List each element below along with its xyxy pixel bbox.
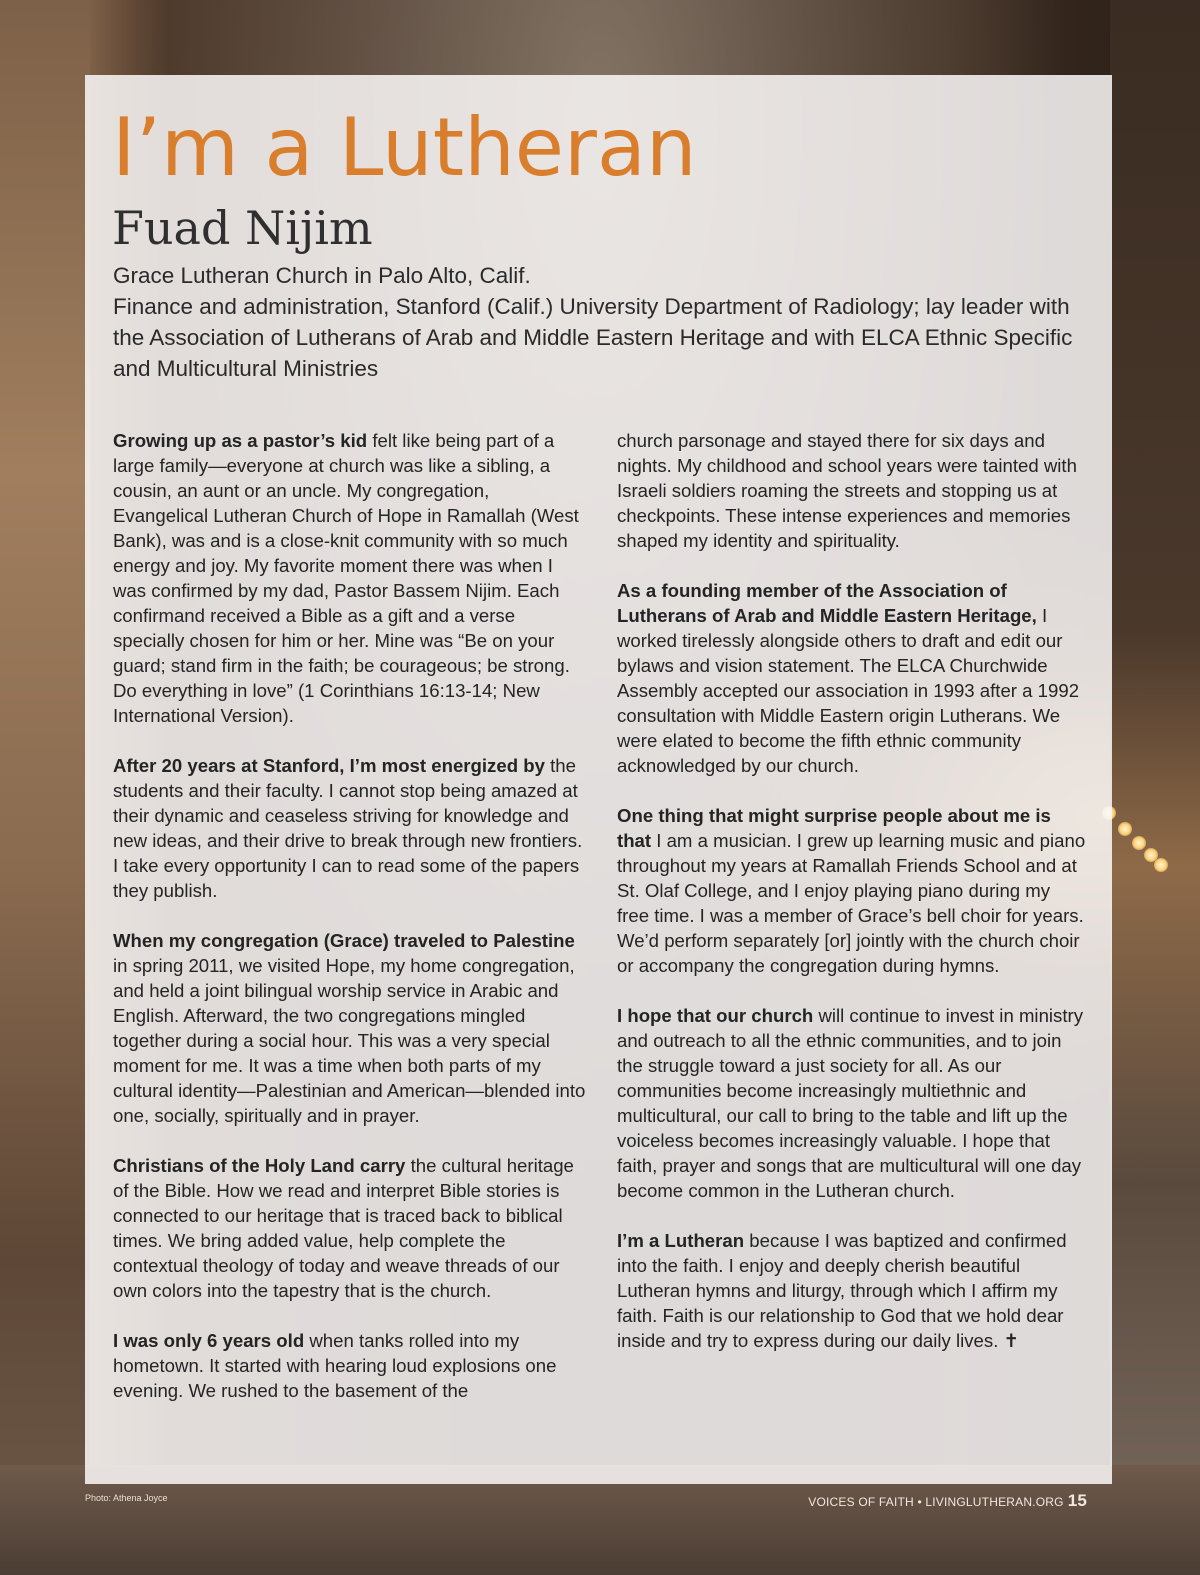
paragraph-text: the students and their faculty. I cannot stop being amazed at their dynamic and ceaseless striving for knowledge and new ideas, and their drive to break through new frontiers. I take every opportunity I can to read some of the papers they publish. [113, 755, 583, 901]
paragraph-lead: I hope that our church [617, 1005, 814, 1026]
article-paragraph [617, 1228, 1087, 1353]
paragraph-text: because I was baptized and confirmed into the faith. I enjoy and deeply cherish beautiful Lutheran hymns and liturgy, through which I affirm my faith. Faith is our relationship to God that we hold dear inside and try to express during our daily lives. ✝ [617, 1230, 1067, 1351]
profile-meta [113, 260, 1093, 384]
paragraph-text: felt like being part of a large family—everyone at church was like a sibling, a cousin, an aunt or an uncle. My congregation, Evangelical Lutheran Church of Hope in Ramallah (West Bank), was and is a close-knit community with so much energy and joy. My favorite moment there was when I was confirmed by my dad, Pastor Bassem Nijim. Each confirmand received a Bible as a gift and a verse specially chosen for him or her. Mine was “Be on your guard; stand firm in the faith; be courageous; be strong. Do everything in love” (1 Corinthians 16:13-14; New International Version). [113, 430, 579, 726]
page-title: I’m a Lutheran [112, 101, 697, 194]
page-footer [808, 1491, 1087, 1511]
background-arch-right [1110, 0, 1200, 1575]
paragraph-lead: Growing up as a pastor’s kid [113, 430, 368, 451]
article-paragraph [113, 1153, 588, 1303]
background-arch-left [0, 0, 90, 1575]
profile-role: Finance and administration, Stanford (Calif.) University Department of Radiology; lay leader with the Association of Lutherans of Arab and Middle Eastern Heritage and with ELCA Ethnic Specific and Multicultural Ministries [113, 294, 1073, 381]
paragraph-lead: I was only 6 years old [113, 1330, 305, 1351]
paragraph-lead: When my congregation (Grace) traveled to Palestine [113, 930, 575, 951]
paragraph-lead: I’m a Lutheran [617, 1230, 745, 1251]
publication-name: VOICES OF FAITH • LIVINGLUTHERAN.ORG [808, 1495, 1064, 1509]
article-paragraph [617, 1003, 1087, 1203]
article-paragraph [617, 803, 1087, 978]
paragraph-text: I worked tirelessly alongside others to draft and edit our bylaws and vision statement. The ELCA Churchwide Assembly accepted our association in 1993 after a 1992 consultation with Middle Eastern origin Lutherans. We were elated to become the fifth ethnic community acknowledged by our church. [617, 605, 1080, 776]
article-paragraph [113, 753, 588, 903]
paragraph-text: I am a musician. I grew up learning music and piano throughout my years at Ramallah Friends School and at St. Olaf College, and I enjoy playing piano during my free time. I was a member of Grace’s bell choir for years. We’d perform separately [or] jointly with the church choir or accompany the congregation during hymns. [617, 830, 1086, 976]
paragraph-lead: One thing that might surprise people about me is that [617, 805, 1051, 851]
photo-credit: Photo: Athena Joyce [85, 1493, 168, 1503]
profile-name: Fuad Nijim [112, 201, 373, 255]
article-paragraph [113, 428, 588, 728]
paragraph-text: in spring 2011, we visited Hope, my home congregation, and held a joint bilingual worship service in Arabic and English. Afterward, the two congregations mingled together during a social hour. This was a very special moment for me. It was a time when both parts of my cultural identity—Palestinian and American—blended into one, socially, spiritually and in prayer. [113, 955, 586, 1126]
paragraph-text: when tanks rolled into my hometown. It started with hearing loud explosions one evening. We rushed to the basement of the [113, 1330, 557, 1401]
article-paragraph-continued: church parsonage and stayed there for six days and nights. My childhood and school years were tainted with Israeli soldiers roaming the streets and stopping us at checkpoints. These intense experiences and memories shaped my identity and spirituality. [617, 430, 1077, 551]
article-paragraph [113, 1328, 588, 1403]
article-column-left [113, 428, 588, 1428]
paragraph-lead: As a founding member of the Association of Lutherans of Arab and Middle Eastern Heritage, [617, 580, 1037, 626]
paragraph-text: the cultural heritage of the Bible. How we read and interpret Bible stories is connected to our heritage that is traced back to biblical times. We bring added value, help complete the contextual theology of today and weave threads of our own colors into the tapestry that is the church. [113, 1155, 574, 1301]
paragraph-text: will continue to invest in ministry and outreach to all the ethnic communities, and to join the struggle toward a just society for all. As our communities become increasingly multiethnic and multicultural, our call to bring to the table and lift up the voiceless becomes increasingly valuable. I hope that faith, prayer and songs that are multicultural will one day become common in the Lutheran church. [617, 1005, 1083, 1201]
article-paragraph [617, 578, 1087, 778]
background-lamps [1100, 800, 1180, 890]
paragraph-lead: Christians of the Holy Land carry [113, 1155, 406, 1176]
profile-church: Grace Lutheran Church in Palo Alto, Calif. [113, 263, 531, 288]
article-column-right [617, 428, 1087, 1378]
page-number: 15 [1067, 1491, 1087, 1510]
paragraph-lead: After 20 years at Stanford, I’m most energized by [113, 755, 545, 776]
article-paragraph [113, 928, 588, 1128]
